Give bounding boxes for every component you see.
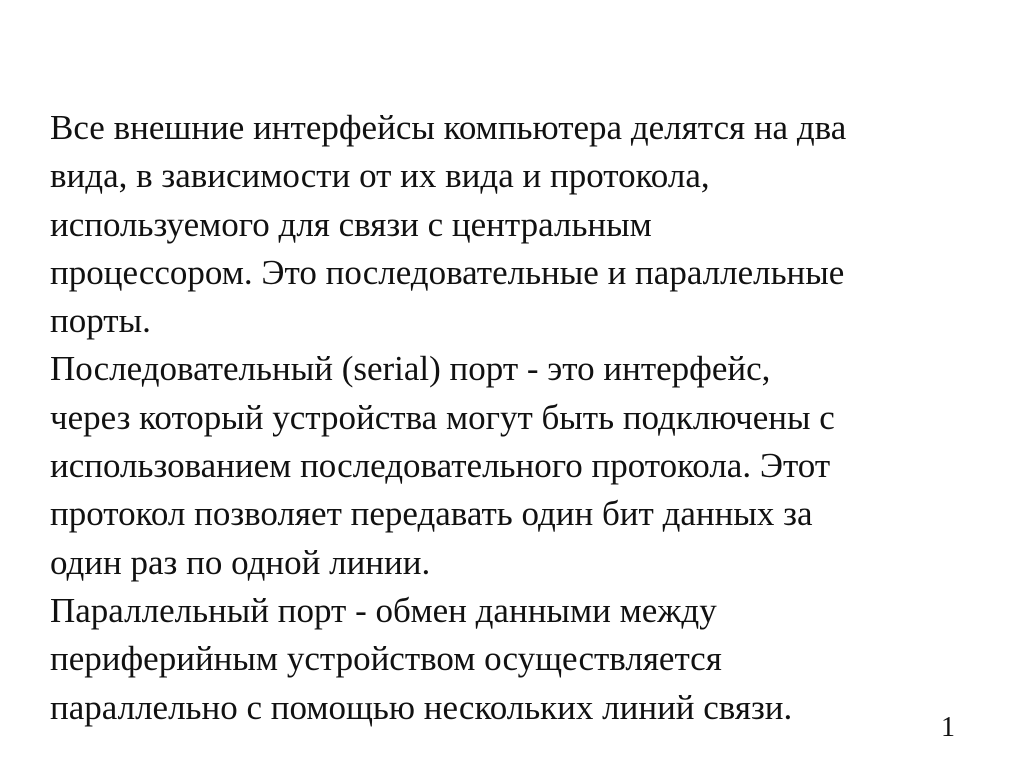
page-number: 1 [941,712,955,743]
text-line-13: параллельно с помощью нескольких линий связи. [50,687,793,727]
text-line-8: использованием последовательного протокола. Этот [50,446,831,486]
text-line-9: протокол позволяет передавать один бит данных за [50,494,813,534]
text-line-12: периферийным устройством осуществляется [50,639,722,679]
text-line-2: вида, в зависимости от их вида и протокола, [50,156,710,196]
slide-body-text [50,104,990,732]
text-line-7: через который устройства могут быть подключены с [50,397,835,437]
text-line-3: используемого для связи с центральным [50,204,652,244]
text-line-6: Последовательный (serial) порт - это интерфейс, [50,349,771,389]
text-line-5: порты. [50,301,151,341]
text-line-1: Все внешние интерфейсы компьютера делятся на два [50,108,847,147]
text-line-4: процессором. Это последовательные и параллельные [50,252,845,292]
text-line-10: один раз по одной линии. [50,542,431,582]
text-line-11: Параллельный порт - обмен данными между [50,590,717,630]
